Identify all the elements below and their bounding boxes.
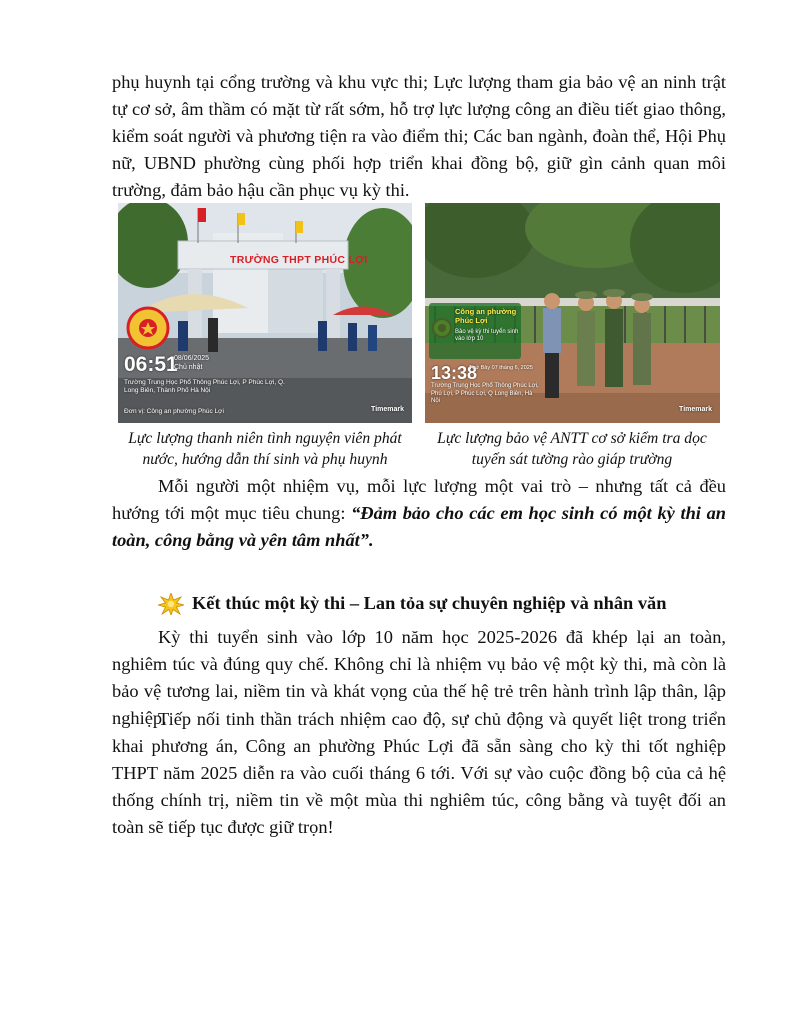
section-heading: [158, 590, 738, 617]
intro-paragraph: phụ huynh tại cổng trường và khu vực thi; Lực lượng tham gia bảo vệ an ninh trật tự cơ sở, âm thầm có mặt từ rất sớm, hỗ trợ lực lượng công an điều tiết giao thông, kiểm soát người và phương tiện ra vào điểm thi; Các ban ngành, đoàn thể, Hội Phụ nữ, UBND phường cùng phối hợp triển khai đồng bộ, giữ gìn cảnh quan môi trường, đảm bảo hậu cần phục vụ kỳ thi.: [112, 72, 726, 200]
photo-school-gate: [118, 203, 412, 423]
roles-quote: “Đảm bảo cho các em học sinh có một kỳ thi an toàn, công bằng và yên tâm nhất”: [112, 503, 726, 550]
photo-patrol: [425, 203, 720, 423]
star-burst-icon: [158, 593, 184, 615]
section-heading-text: Kết thúc một kỳ thi – Lan tỏa sự chuyên nghiệp và nhân văn: [192, 593, 667, 613]
photo-address: Trường Trung Học Phổ Thông Phúc Lợi, P Phúc Lợi, Q. Long Biên, Thành Phố Hà Nội: [124, 379, 285, 394]
photo-address: Trường Trung Học Phổ Thông Phúc Lợi, Phú Lợi, P Phúc Lợi, Q Long Biên, Hà Nội: [431, 383, 539, 404]
photo-brand: Timemark: [371, 406, 404, 413]
overlay-subtitle: Bảo vệ kỳ thi tuyển sinh vào lớp 10: [455, 329, 519, 342]
photo-date: 08/06/2025 Chủ nhật: [174, 355, 210, 371]
photo-date: Thứ Bảy 07 tháng 6, 2025: [469, 365, 533, 371]
roles-end: .: [368, 530, 374, 550]
photo-caption: Lực lượng bảo vệ ANTT cơ sở kiểm tra dọc tuyến sát tường rào giáp trường: [437, 430, 707, 468]
roles-lead: Mỗi người một nhiệm vụ, mỗi lực lượng một vai trò – nhưng tất cả đều hướng tới một mục tiêu chung:: [112, 476, 726, 523]
overlay-title: Công an phường Phúc Lợi: [455, 307, 517, 325]
closing-paragraph-1: Kỳ thi tuyển sinh vào lớp 10 năm học 2025-2026 đã khép lại an toàn, nghiêm túc và đúng quy chế. Không chỉ là nhiệm vụ bảo vệ một kỳ thi, mà còn là bảo vệ tương lai, niềm tin và khát vọng của thế hệ trẻ trên hành trình lập thân, lập nghiệp.: [112, 627, 726, 728]
photo-caption: Lực lượng thanh niên tình nguyện viên phát nước, hướng dẫn thí sinh và phụ huynh: [128, 430, 402, 468]
photo-unit: Đơn vị: Công an phường Phúc Lợi: [124, 408, 224, 415]
school-sign: TRƯỜNG THPT PHÚC LỢI: [230, 254, 368, 266]
roles-paragraph: [112, 473, 726, 554]
photo-time: 13:38: [431, 363, 478, 383]
photo-time: 06:51: [124, 353, 178, 376]
closing-paragraph-2: Tiếp nối tinh thần trách nhiệm cao độ, sự chủ động và quyết liệt trong triển khai phương án, Công an phường Phúc Lợi đã sẵn sàng cho kỳ thi tốt nghiệp THPT năm 2025 diễn ra vào cuối tháng 6 tới. Với sự vào cuộc đồng bộ của cả hệ thống chính trị, niềm tin về một mùa thi nghiêm túc, công bằng và tuyệt đối an toàn sẽ tiếp tục được giữ trọn!: [112, 709, 726, 837]
photo-brand: Timemark: [679, 406, 712, 413]
